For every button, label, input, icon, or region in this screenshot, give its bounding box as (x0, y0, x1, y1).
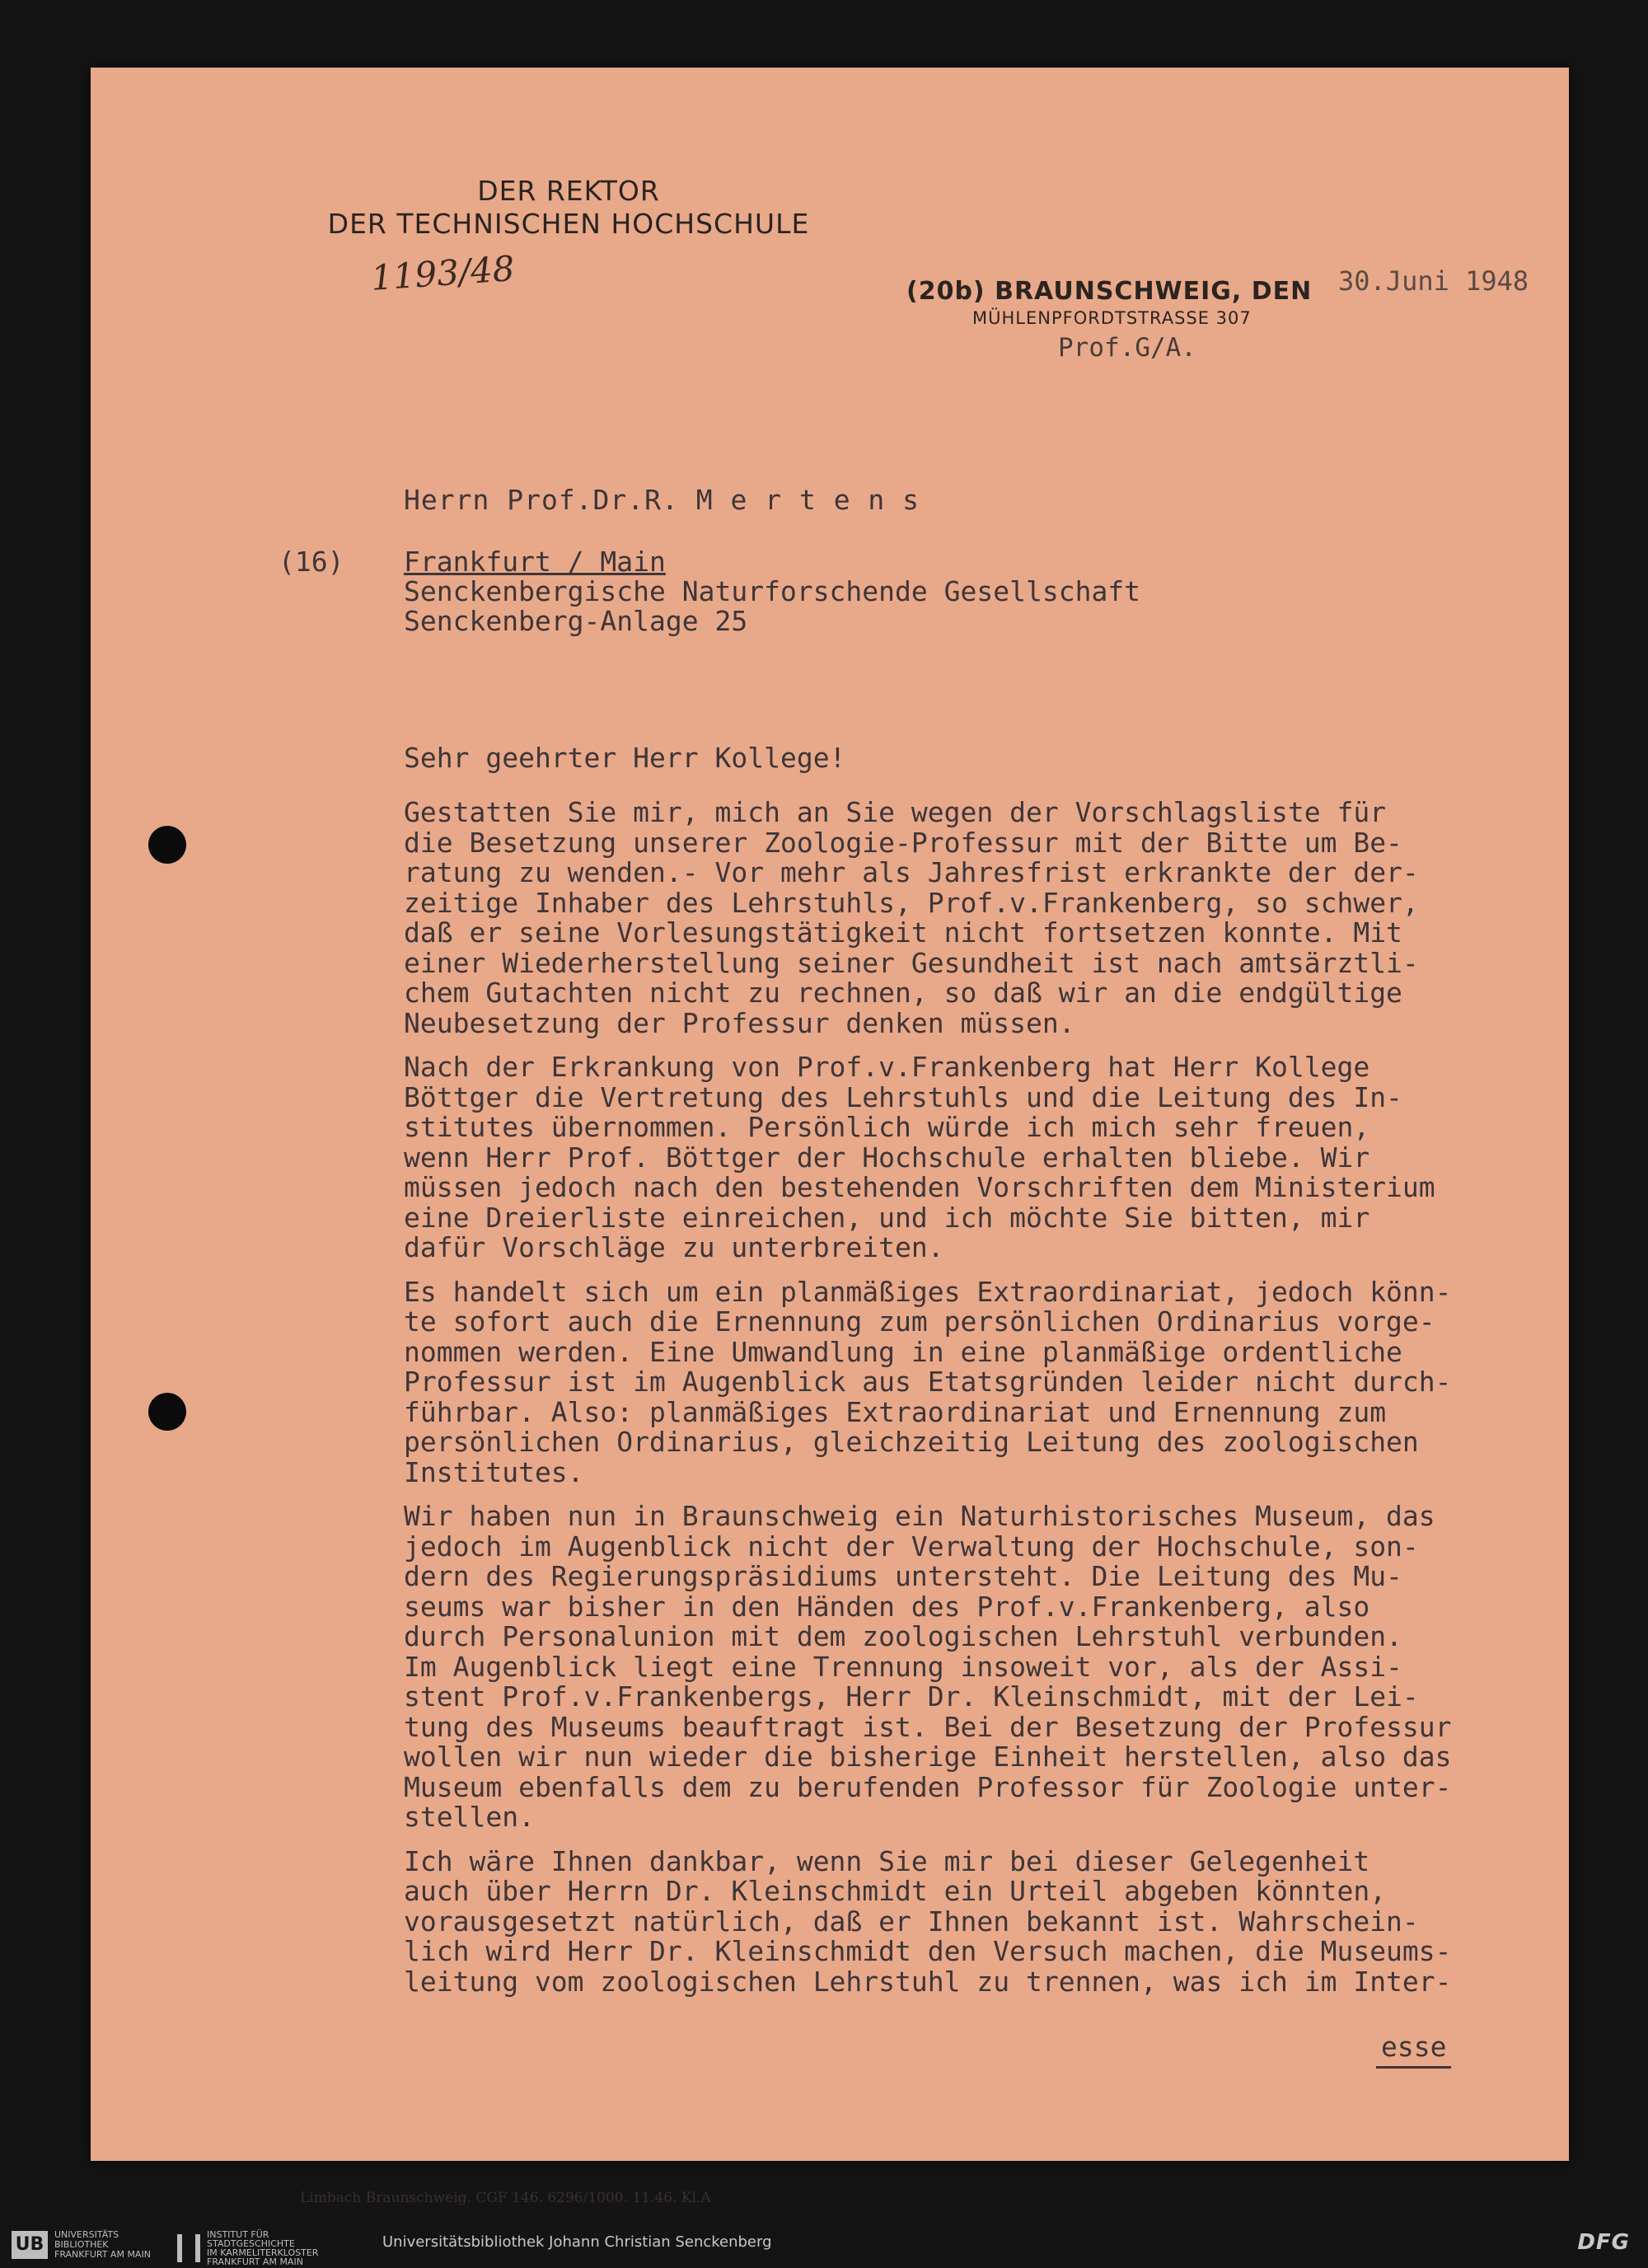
letter-line: nommen werden. Eine Umwandlung in eine planmäßige ordentliche (404, 1335, 1402, 1368)
recipient-institution: Senckenbergische Naturforschende Gesellschaft (404, 575, 1141, 607)
isg-logo[interactable] (177, 2230, 318, 2266)
letter-line: te sofort auch die Ernennung zum persönlichen Ordinarius vorge- (404, 1305, 1435, 1338)
letter-line: seums war bisher in den Händen des Prof.v.Frankenberg, also (404, 1590, 1370, 1623)
sender-reference: Prof.G/A. (1058, 333, 1196, 363)
letter-line: einer Wiederherstellung seiner Gesundheit ist nach amtsärztli- (404, 946, 1419, 979)
letter-line: Es handelt sich um ein planmäßiges Extraordinariat, jedoch könn- (404, 1275, 1452, 1308)
letter-line: Museum ebenfalls dem zu berufenden Professor für Zoologie unter- (404, 1770, 1452, 1803)
salutation: Sehr geehrter Herr Kollege! (404, 742, 846, 774)
recipient-postcode: (16) (279, 546, 344, 578)
ub-logo-text: UNIVERSITÄTS BIBLIOTHEK FRANKFURT AM MAIN (54, 2229, 151, 2260)
isg-logo-mark (177, 2234, 200, 2262)
letter-line: müssen jedoch nach den bestehenden Vorschriften dem Ministerium (404, 1171, 1435, 1203)
punch-hole-top (148, 826, 186, 864)
letter-line: führbar. Also: planmäßiges Extraordinariat und Ernennung zum (404, 1395, 1387, 1428)
letter-line: wollen wir nun wieder die bisherige Einheit herstellen, also das (404, 1741, 1452, 1773)
letter-line: Institutes. (404, 1455, 584, 1488)
letter-line: vorausgesetzt natürlich, daß er Ihnen bekannt ist. Wahrschein- (404, 1905, 1419, 1938)
letter-paragraph (404, 1844, 1607, 1998)
letter-paragraph (404, 798, 1607, 1038)
letterhead (206, 175, 931, 241)
letter-line: daß er seine Vorlesungstätigkeit nicht fortsetzen konnte. Mit (404, 916, 1402, 949)
letter-line: chem Gutachten nicht zu rechnen, so daß wir an die endgültige (404, 977, 1402, 1009)
letter-paragraph (404, 1052, 1607, 1263)
letter-line: Ich wäre Ihnen dankbar, wenn Sie mir bei dieser Gelegenheit (404, 1844, 1370, 1877)
letter-line: Im Augenblick liegt eine Trennung insoweit vor, als der Assi- (404, 1650, 1402, 1683)
letter-paragraph (404, 1277, 1607, 1488)
handwritten-reference-number: 1193/48 (369, 247, 516, 299)
ub-logo-mark: UB (12, 2231, 48, 2259)
letter-line: zeitige Inhaber des Lehrstuhls, Prof.v.Frankenberg, so schwer, (404, 886, 1419, 919)
letter-sheet (91, 68, 1569, 2206)
letterhead-title: DER REKTOR (477, 175, 660, 207)
letter-line: auch über Herrn Dr. Kleinschmidt ein Urteil abgeben könnten, (404, 1875, 1387, 1907)
letter-line: jedoch im Augenblick nicht der Verwaltung der Hochschule, son- (404, 1530, 1419, 1563)
library-name: Universitätsbibliothek Johann Christian Senckenberg (382, 2233, 772, 2251)
sender-city: (20b) BRAUNSCHWEIG, DEN (906, 277, 1313, 306)
letter-line: persönlichen Ordinarius, gleichzeitig Leitung des zoologischen (404, 1426, 1419, 1458)
letter-line: Nach der Erkrankung von Prof.v.Frankenberg hat Herr Kollege (404, 1051, 1370, 1083)
letter-line: eine Dreierliste einreichen, und ich möchte Sie bitten, mir (404, 1201, 1370, 1234)
letter-line: Gestatten Sie mir, mich an Sie wegen der Vorschlagsliste für (404, 796, 1387, 828)
letter-line: leitung vom zoologischen Lehrstuhl zu trennen, was ich im Inter- (404, 1965, 1452, 1998)
letter-line: stitutes übernommen. Persönlich würde ich mich sehr freuen, (404, 1111, 1370, 1143)
letter-date: 30.Juni 1948 (1338, 265, 1529, 297)
letter-line: stent Prof.v.Frankenbergs, Herr Dr. Kleinschmidt, mit der Lei- (404, 1680, 1419, 1713)
recipient-street: Senckenberg-Anlage 25 (404, 605, 748, 637)
letter-line: Wir haben nun in Braunschweig ein Naturhistorisches Museum, das (404, 1500, 1435, 1532)
letter-line: tung des Museums beauftragt ist. Bei der Besetzung der Professur (404, 1710, 1452, 1743)
letter-line: Böttger die Vertretung des Lehrstuhls und die Leitung des In- (404, 1080, 1402, 1113)
viewer-footer-bar (0, 2220, 1648, 2268)
letter-line: lich wird Herr Dr. Kleinschmidt den Versuch machen, die Museums- (404, 1935, 1452, 1967)
letter-line: wenn Herr Prof. Böttger der Hochschule erhalten bliebe. Wir (404, 1141, 1370, 1174)
punch-hole-bottom (148, 1393, 186, 1431)
letter-line: ratung zu wenden.- Vor mehr als Jahresfrist erkrankte der der- (404, 856, 1419, 888)
letter-line: dafür Vorschläge zu unterbreiten. (404, 1231, 944, 1263)
dfg-logo[interactable]: DFG (1577, 2230, 1630, 2255)
letterhead-subtitle: DER TECHNISCHEN HOCHSCHULE (327, 208, 810, 240)
ub-logo[interactable] (12, 2230, 151, 2260)
letter-line: Professur ist im Augenblick aus Etatsgründen leider nicht durch- (404, 1366, 1452, 1398)
letter-line: durch Personalunion mit dem zoologischen Lehrstuhl verbunden. (404, 1620, 1402, 1652)
page-continuation-word: esse (1376, 2031, 1451, 2069)
recipient-city: Frankfurt / Main (404, 546, 666, 578)
sender-street: MÜHLENPFORDTSTRASSE 307 (972, 308, 1252, 328)
letter-line: die Besetzung unserer Zoologie-Professur mit der Bitte um Be- (404, 826, 1402, 859)
letter-line: dern des Regierungspräsidiums untersteht. Die Leitung des Mu- (404, 1560, 1402, 1592)
recipient-name: Herrn Prof.Dr.R. M e r t e n s (404, 484, 920, 516)
isg-logo-text: INSTITUT FÜR STADTGESCHICHTE IM KARMELITERKLOSTER FRANKFURT AM MAIN (207, 2229, 319, 2267)
letter-line: stellen. (404, 1801, 535, 1833)
letter-paragraph (404, 1502, 1607, 1833)
letter-line: Neubesetzung der Professur denken müssen. (404, 1006, 1075, 1039)
printer-imprint: Limbach Braunschweig. CGF 146. 6296/1000. 11.46. Kl.A (300, 2190, 711, 2206)
letter-body (404, 798, 1607, 2011)
